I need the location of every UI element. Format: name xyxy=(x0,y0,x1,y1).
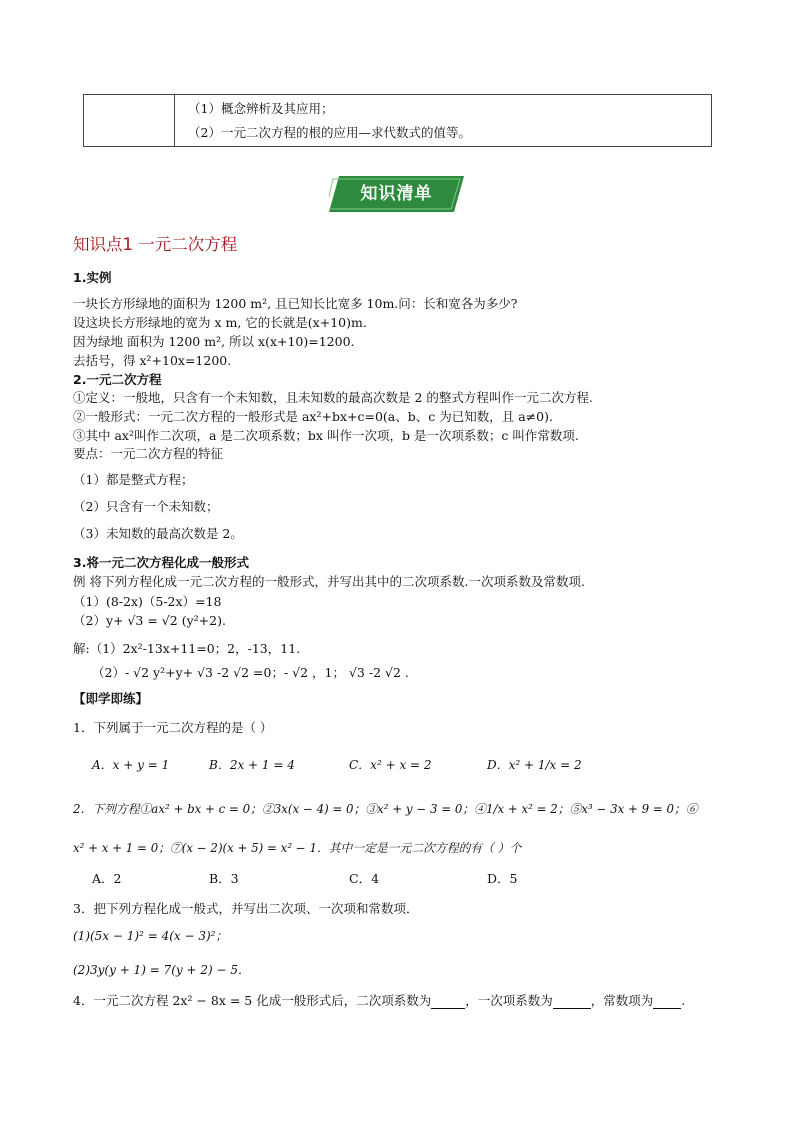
practice-heading: 【即学即练】 xyxy=(73,691,149,706)
general-form-line: ②一般形式：一元二次方程的一般形式是 ax²+bx+c=0(a、b、c 为已知数，且 a≠0). xyxy=(73,409,553,424)
objectives-table xyxy=(83,94,712,147)
example-instruction: 例 将下列方程化成一元二次方程的一般形式，并写出其中的二次项系数.一次项系数及常数项. xyxy=(73,574,585,589)
q2-option-d: D．5 xyxy=(487,871,518,886)
solution-line-2: （2）- √2 y²+y+ √3 -2 √2 =0；- √2 ，1； √3 -2 √2 . xyxy=(92,665,409,680)
solution-line-1: 解:（1）2x²-13x+11=0；2，-13，11. xyxy=(73,641,301,656)
feature-1: （1）都是整式方程； xyxy=(73,472,194,487)
key-points-line: 要点：一元二次方程的特征 xyxy=(73,446,224,461)
section-3-heading: 3.将一元二次方程化成一般形式 xyxy=(73,555,249,570)
definition-line: ①定义：一般地，只含有一个未知数，且未知数的最高次数是 2 的整式方程叫作一元二次方程. xyxy=(73,390,593,405)
example-line-3: 因为绿地 面积为 1200 m², 所以 x(x+10)=1200. xyxy=(73,334,355,349)
q4-text-1: 4．一元二次方程 2x² − 8x = 5 化成一般形式后，二次项系数为 xyxy=(73,993,432,1008)
q4-blank-quadratic[interactable] xyxy=(431,993,465,1009)
q1-option-a: A．x + y = 1 xyxy=(92,758,170,772)
question-3: 3．把下列方程化成一般式，并写出二次项、一次项和常数项． xyxy=(73,901,419,916)
example-equation-1: （1）(8-2x)（5-2x）=18 xyxy=(73,594,222,609)
feature-2: （2）只含有一个未知数； xyxy=(73,499,219,514)
q4-text-4: . xyxy=(681,993,686,1008)
question-3-part-2: (2)3y(y + 1) = 7(y + 2) − 5． xyxy=(73,963,250,977)
table-row-1: （1）概念辨析及其应用； xyxy=(188,101,334,116)
table-row-2: （2）一元二次方程的根的应用—求代数式的值等。 xyxy=(188,125,471,140)
question-2-line-1: 2．下列方程①ax² + bx + c = 0；②3x(x − 4) = 0；③x² + y − 3 = 0；④1/x + x² = 2；⑤x³ − 3x + 9 = 0；⑥ xyxy=(73,802,698,816)
q4-blank-linear[interactable] xyxy=(553,993,591,1009)
example-line-2: 设这块长方形绿地的宽为 x m, 它的长就是(x+10)m. xyxy=(73,315,367,330)
q4-text-3: ，常数项为 xyxy=(590,993,654,1008)
q2-option-a: A．2 xyxy=(92,871,122,886)
table-divider xyxy=(174,95,175,146)
section-2-heading: 2.一元二次方程 xyxy=(73,372,162,387)
q2-option-c: C．4 xyxy=(349,871,380,886)
question-2-line-2: x² + x + 1 = 0；⑦(x − 2)(x + 5) = x² − 1．其中一定是一元二次方程的有（ ）个 xyxy=(73,841,522,855)
q1-option-d: D．x² + 1/x = 2 xyxy=(487,758,582,772)
q1-option-c: C．x² + x = 2 xyxy=(349,758,432,772)
example-line-4: 去括号，得 x²+10x=1200. xyxy=(73,353,232,368)
q2-option-b: B．3 xyxy=(209,871,239,886)
terms-line: ③其中 ax²叫作二次项，a 是二次项系数；bx 叫作一次项，b 是一次项系数；c 叫作常数项. xyxy=(73,428,579,443)
feature-3: （3）未知数的最高次数是 2。 xyxy=(73,526,243,541)
knowledge-point-title: 知识点1 一元二次方程 xyxy=(73,235,238,254)
question-4 xyxy=(73,991,685,1009)
question-3-part-1: (1)(5x − 1)² = 4(x − 3)²； xyxy=(73,929,228,943)
example-equation-2: （2）y+ √3 = √2 (y²+2). xyxy=(73,613,226,628)
q4-blank-constant[interactable] xyxy=(653,993,681,1009)
section-1-heading: 1.实例 xyxy=(73,270,112,285)
example-line-1: 一块长方形绿地的面积为 1200 m², 且已知长比宽多 10m.问：长和宽各为多少? xyxy=(73,296,518,311)
q1-option-b: B．2x + 1 = 4 xyxy=(209,758,295,772)
question-1: 1．下列属于一元二次方程的是（ ） xyxy=(73,720,273,735)
banner-label: 知识清单 xyxy=(360,184,433,204)
q4-text-2: ，一次项系数为 xyxy=(465,993,553,1008)
